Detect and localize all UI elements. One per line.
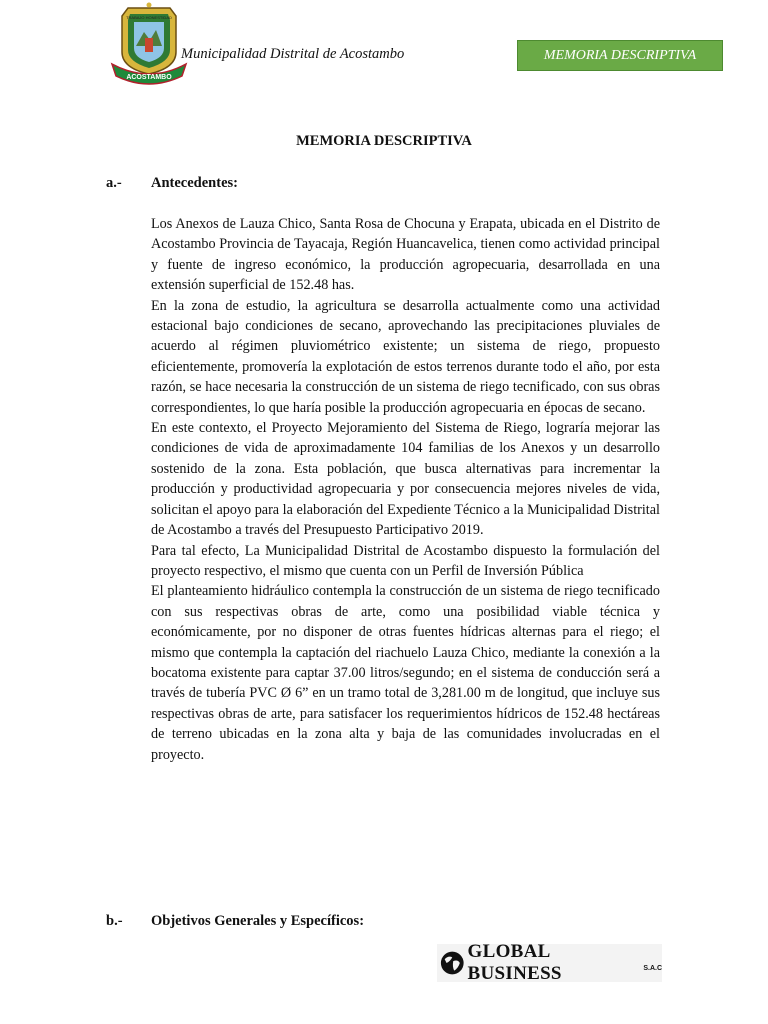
document-type-badge: MEMORIA DESCRIPTIVA [517,40,723,71]
paragraph: Para tal efecto, La Municipalidad Distrital de Acostambo dispuesto la formulación del proyecto respectivo, el mismo que cuenta con un Perfil de Inversión Pública [151,542,660,579]
paragraph: En este contexto, el Proyecto Mejoramiento del Sistema de Riego, lograría mejorar las condiciones de vida de aproximadamente 104 familias de los Anexos y un desarrollo sostenido de la zona. Esta población, que busca alternativas para incrementar la producción y productividad agropecuaria y por consecuencia mejores niveles de vida, solicitan el apoyo para la elaboración del Expediente Técnico a la Municipalidad Distrital de Acostambo a través del Presupuesto Participativo 2019. [151,420,660,539]
paragraph: Los Anexos de Lauza Chico, Santa Rosa de Chocuna y Erapata, ubicada en el Distrito de Acostambo Provincia de Tayacaja, Región Huancavelica, tienen como actividad principal y fuente de ingreso económico, la producción agropecuaria, desarrollada en una extensión superficial de 152.48 has. [151,216,660,294]
paragraph: El planteamiento hidráulico contempla la construcción de un sistema de riego tecnificado con sus respectivas obras de arte, como una posibilidad viable técnica y económicamente, por no disponer de otras fuentes hídricas alternas para el riego; el mismo que contempla la captación del riachuelo Lauza Chico, mediante la conexión a la bocatoma existente para captar 37.00 litros/segundo; en el sistema de conducción será a través de tubería PVC Ø 6” en un tramo total de 3,281.00 m de longitud, que incluye sus respectivas obras de arte, para satisfacer los requerimientos hídricos de 152.48 hectáreas de terreno ubicadas en la zona alta y baja de las comunidades involucradas en el proyecto. [151,583,660,763]
page-header [0,0,768,100]
logo-text: ACOSTAMBO [126,74,172,81]
footer-brand-name: GLOBAL BUSINESS [467,941,562,984]
section-a-heading: Antecedentes: [151,175,238,191]
footer-logo [437,941,662,984]
page-title: MEMORIA DESCRIPTIVA [296,133,472,149]
section-a-body [151,214,660,765]
municipality-name: Municipalidad Distrital de Acostambo [181,46,405,62]
footer-brand-suffix: S.A.C [643,964,662,972]
globe-icon [439,949,466,977]
municipality-logo [106,2,192,88]
paragraph: En la zona de estudio, la agricultura se desarrolla actualmente como una actividad estacional bajo condiciones de secano, aprovechando las precipitaciones pluviales de acuerdo al régimen pluviométrico existente; un sistema de riego, propuesto eficientemente, promovería la explotación de estos terrenos durante todo el año, por esta razón, se hace necesaria la construcción de un sistema de riego tecnificado, con sus obras correspondientes, lo que haría posible la producción agropecuaria en épocas de secano. [151,297,660,416]
section-b-number: b.- [106,913,123,929]
section-a-number: a.- [106,175,122,191]
logo-shield-text: TRABAJO HONESTIDAD [126,15,172,20]
section-b-heading: Objetivos Generales y Específicos: [151,913,365,929]
